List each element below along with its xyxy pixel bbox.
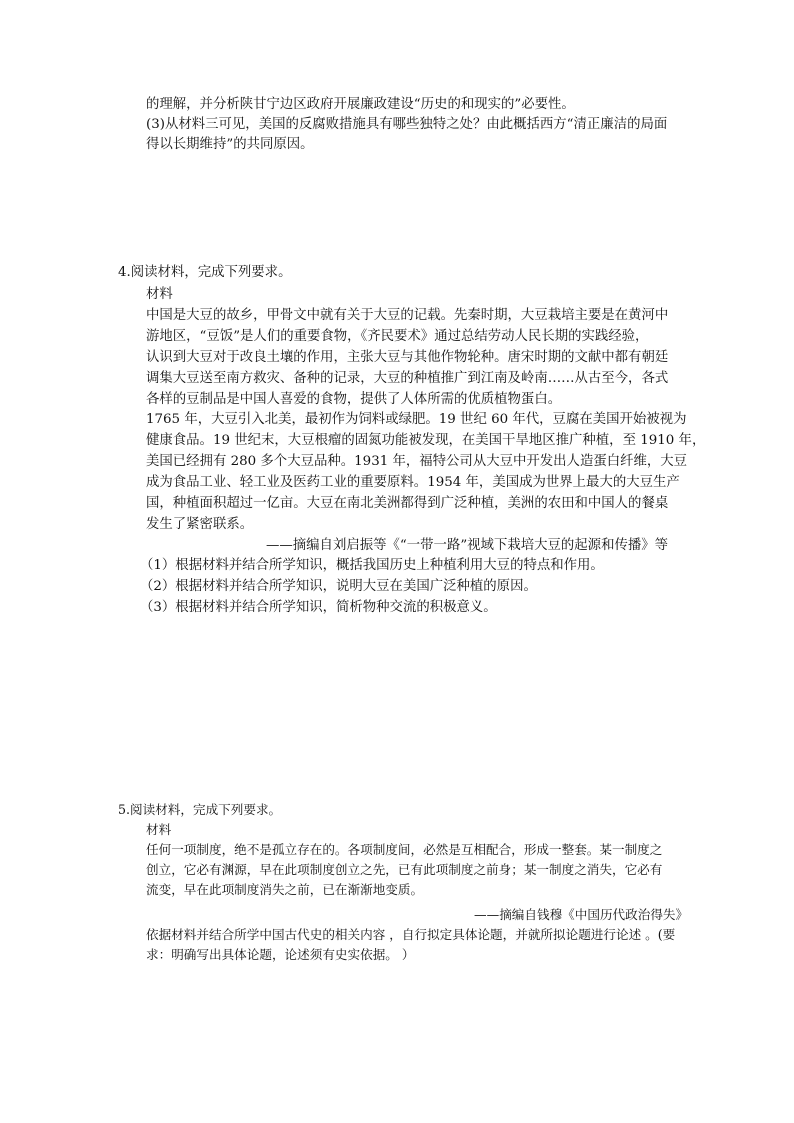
q5-paragraph-line: 创立，它必有渊源，早在此项制度创立之先，已有此项制度之前身；某一制度之消失，它必有 (146, 862, 663, 877)
q4-sub-question-3: （3）根据材料并结合所学知识，简析物种交流的积极意义。 (140, 600, 497, 615)
q4-sub-question-2: （2）根据材料并结合所学知识，说明大豆在美国广泛种植的原因。 (140, 579, 537, 594)
q4-paragraph-1-line: 游地区，“豆饭”是人们的重要食物，《齐民要术》通过总结劳动人民长期的实践经验， (146, 329, 649, 344)
q4-sub-question-1: （1）根据材料并结合所学知识，概括我国历史上种植利用大豆的特点和作用。 (140, 558, 604, 573)
q5-source-citation: ——摘编自钱穆《中国历代政治得失》 (474, 907, 689, 922)
q3-text-line-1: 的理解，并分析陕甘宁边区政府开展廉政建设“历史的和现实的”必要性。 (146, 97, 575, 112)
q3-sub-question-3: (3)从材料三可见，美国的反腐败措施具有哪些独特之处？由此概括西方“清正廉洁的局面 (146, 117, 668, 132)
q4-paragraph-2-line: 美国已经拥有 280 多个大豆品种。1931 年，福特公司从大豆中开发出人造蛋白纤维，大豆 (146, 454, 688, 469)
q5-instruction-line: 依据材料并结合所学中国古代史的相关内容 ，自行拟定具体论题，并就所拟论题进行论述 。(要 (146, 927, 676, 942)
q4-paragraph-2-line: 国，种植面积超过一亿亩。大豆在南北美洲都得到广泛种植，美洲的农田和中国人的餐桌 (146, 496, 669, 511)
q4-paragraph-1-line: 认识到大豆对于改良土壤的作用，主张大豆与其他作物轮种。唐宋时期的文献中都有朝廷 (146, 350, 669, 365)
q4-paragraph-1-line: 各样的豆制品是中国人喜爱的食物，提供了人体所需的优质植物蛋白。 (146, 392, 562, 407)
q4-paragraph-2-line: 1765 年，大豆引入北美，最初作为饲料或绿肥。19 世纪 60 年代，豆腐在美国开始被视为 (146, 412, 687, 427)
q4-paragraph-2-line: 健康食品。19 世纪末，大豆根瘤的固氮功能被发现，在美国干旱地区推广种植，至 1910 年， (146, 433, 706, 448)
q4-paragraph-1-line: 中国是大豆的故乡，甲骨文中就有关于大豆的记载。先秦时期，大豆栽培主要是在黄河中 (146, 308, 669, 323)
q5-paragraph-line: 流变，早在此项制度消失之前，已在渐渐地变质。 (146, 882, 424, 897)
q4-paragraph-1-line: 调集大豆送至南方救灾、备种的记录，大豆的种植推广到江南及岭南……从古至今，各式 (146, 371, 669, 386)
q5-heading: 5.阅读材料，完成下列要求。 (118, 802, 282, 817)
q5-material-label: 材料 (146, 822, 172, 837)
q4-material-label: 材料 (146, 287, 173, 302)
q4-paragraph-2-line: 发生了紧密联系。 (146, 517, 254, 532)
q5-paragraph-line: 任何一项制度，绝不是孤立存在的。各项制度间，必然是互相配合，形成一整套。某一制度之 (146, 842, 663, 857)
q4-paragraph-2-line: 成为食品工业、轻工业及医药工业的重要原料。1954 年，美国成为世界上最大的大豆生产 (146, 475, 680, 490)
q5-instruction-line: 求：明确写出具体论题，论述须有史实依据。 ） (146, 947, 415, 962)
q4-source-citation: ——摘编自刘启振等《“一带一路”视域下栽培大豆的起源和传播》等 (266, 538, 669, 553)
q3-sub-question-3-cont: 得以长期维持”的共同原因。 (146, 137, 314, 152)
q4-heading: 4.阅读材料，完成下列要求。 (118, 265, 292, 280)
